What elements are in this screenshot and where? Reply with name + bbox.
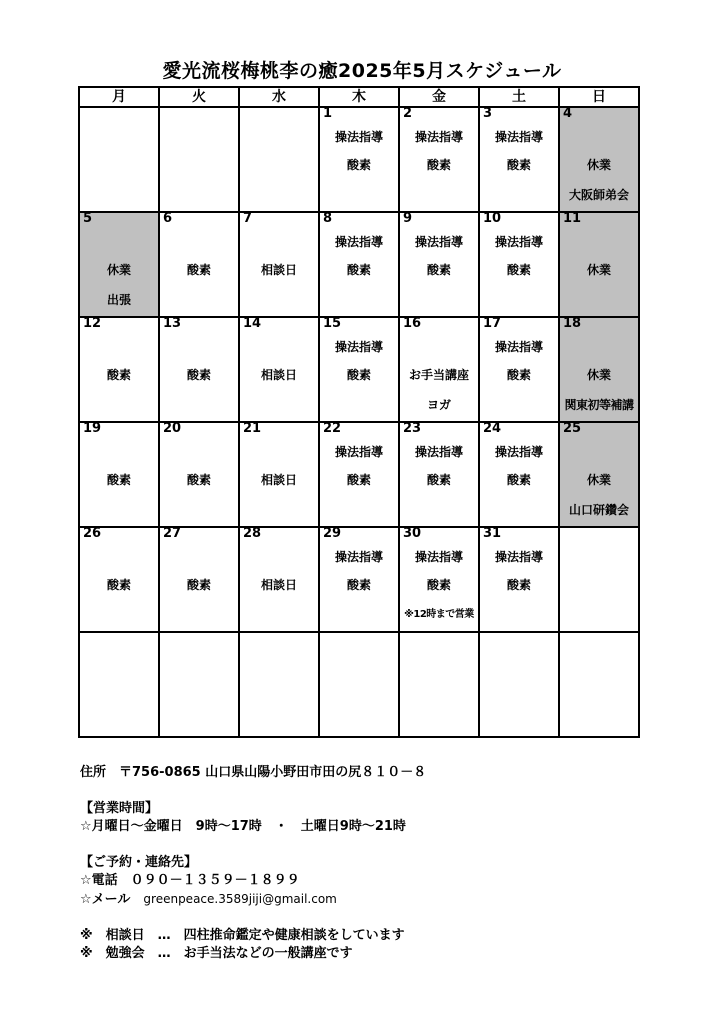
day-cell [239,632,319,737]
day-event-note: 大阪師弟会 [568,188,629,202]
day-event-note: ※12時まで営業 [404,609,474,620]
day-cell [79,632,159,737]
day-cell [79,107,159,212]
weekday-sun: 日 [559,87,639,107]
weekday-sat: 土 [479,87,559,107]
day-cell [159,632,239,737]
day-cell [239,422,319,527]
day-cell [319,527,399,632]
week-row [79,422,639,527]
day-cell [559,422,639,527]
day-cell [479,317,559,422]
day-number: 23 [403,421,422,436]
day-cell [239,527,319,632]
note-study-session: ※ 勉強会 … お手当法などの一般講座です [80,946,353,961]
day-event-main: 酸素 [346,158,371,172]
day-number: 24 [483,421,502,436]
day-event-main: 酸素 [186,473,211,487]
day-number: 9 [403,211,413,226]
day-cell [559,107,639,212]
info-section [80,764,426,963]
day-cell [319,212,399,317]
day-cell [399,632,479,737]
day-event-primary: 操法指導 [334,445,383,459]
day-cell [479,527,559,632]
day-cell [399,212,479,317]
day-event-primary: 操法指導 [414,445,463,459]
day-cell [319,422,399,527]
day-cell [159,422,239,527]
day-event-main: 相談日 [260,473,297,487]
day-event-main: お手当講座 [408,368,469,382]
day-event-main: 酸素 [106,578,131,592]
day-number: 12 [83,316,102,331]
day-event-primary: 操法指導 [334,235,383,249]
day-number: 5 [83,211,93,226]
week-row [79,212,639,317]
address: 住所 〒756-0865 山口県山陽小野田市田の尻８１０－８ [80,765,427,780]
day-event-main: 相談日 [260,263,297,277]
weekday-fri: 金 [399,87,479,107]
day-number: 10 [483,211,502,226]
day-event-primary: 操法指導 [334,550,383,564]
day-cell [79,527,159,632]
day-event-main: 酸素 [426,578,451,592]
day-event-primary: 操法指導 [414,550,463,564]
day-number: 8 [323,211,333,226]
day-cell [79,212,159,317]
calendar-grid [78,86,640,738]
day-cell [479,632,559,737]
day-number: 6 [163,211,173,226]
day-cell [399,527,479,632]
day-number: 19 [83,421,102,436]
day-number: 29 [323,526,342,541]
day-event-primary: 操法指導 [494,445,543,459]
day-event-note: 出張 [106,293,131,307]
business-hours: ☆月曜日～金曜日 9時～17時 ・ 土曜日9時～21時 [80,819,406,834]
day-event-main: 酸素 [506,158,531,172]
day-cell [79,317,159,422]
day-event-main: 酸素 [426,473,451,487]
day-cell [559,527,639,632]
day-cell [79,422,159,527]
day-number: 25 [563,421,582,436]
day-event-main: 酸素 [506,368,531,382]
weekday-thu: 木 [319,87,399,107]
day-event-primary: 操法指導 [494,130,543,144]
day-event-main: 酸素 [186,578,211,592]
day-cell [559,632,639,737]
weekday-header-row [79,87,639,107]
page-title: 愛光流桜梅桃李の癒2025年5月スケジュール [162,60,562,82]
day-cell [319,317,399,422]
day-number: 26 [83,526,102,541]
day-event-main: 酸素 [426,158,451,172]
day-cell [479,107,559,212]
day-number: 4 [563,106,573,121]
day-event-main: 酸素 [106,368,131,382]
day-cell [239,212,319,317]
day-cell [399,107,479,212]
day-number: 13 [163,316,182,331]
day-cell [399,422,479,527]
day-event-main: 酸素 [346,473,371,487]
day-number: 21 [243,421,262,436]
day-event-note: ヨガ [426,398,451,412]
day-number: 31 [483,526,502,541]
day-cell [159,107,239,212]
day-event-main: 酸素 [186,368,211,382]
day-event-primary: 操法指導 [334,340,383,354]
day-event-primary: 操法指導 [494,550,543,564]
day-event-main: 酸素 [106,473,131,487]
day-number: 14 [243,316,262,331]
day-event-main: 休業 [106,263,131,277]
day-event-primary: 操法指導 [494,235,543,249]
day-cell [159,212,239,317]
day-event-main: 酸素 [346,578,371,592]
day-number: 20 [163,421,182,436]
day-cell [479,212,559,317]
day-cell [559,212,639,317]
day-event-note: 関東初等補講 [564,398,634,412]
note-consultation-day: ※ 相談日 … 四柱推命鑑定や健康相談をしています [80,928,405,943]
day-event-primary: 操法指導 [494,340,543,354]
day-number: 17 [483,316,502,331]
day-number: 18 [563,316,582,331]
day-event-main: 酸素 [186,263,211,277]
day-event-primary: 操法指導 [334,130,383,144]
day-event-main: 酸素 [346,368,371,382]
day-event-main: 相談日 [260,578,297,592]
day-event-main: 休業 [586,473,611,487]
hours-heading: 【営業時間】 [80,801,159,816]
day-event-main: 酸素 [346,263,371,277]
day-number: 30 [403,526,422,541]
day-event-main: 休業 [586,158,611,172]
email-address[interactable]: greenpeace.3589jiji@gmail.com [143,892,337,906]
day-number: 3 [483,106,493,121]
day-event-main: 酸素 [426,263,451,277]
day-event-primary: 操法指導 [414,130,463,144]
week-row [79,632,639,737]
day-event-note: 山口研鑽会 [568,503,629,517]
day-event-primary: 操法指導 [414,235,463,249]
day-number: 2 [403,106,413,121]
week-row [79,317,639,422]
day-event-main: 休業 [586,263,611,277]
weekday-tue: 火 [159,87,239,107]
email-label: ☆メール [80,892,144,907]
day-number: 11 [563,211,582,226]
day-number: 28 [243,526,262,541]
day-cell [399,317,479,422]
day-cell [239,317,319,422]
contact-heading: 【ご予約・連絡先】 [80,855,198,870]
day-number: 1 [323,106,333,121]
day-cell [559,317,639,422]
day-cell [319,107,399,212]
phone: ☆電話 ０９０－１３５９－１８９９ [80,873,300,888]
day-event-main: 相談日 [260,368,297,382]
day-event-main: 酸素 [506,263,531,277]
day-number: 15 [323,316,342,331]
day-cell [479,422,559,527]
day-event-main: 酸素 [506,578,531,592]
day-cell [319,632,399,737]
weekday-wed: 水 [239,87,319,107]
week-row [79,527,639,632]
email-line [80,890,426,909]
day-event-main: 酸素 [506,473,531,487]
day-number: 22 [323,421,342,436]
week-row [79,107,639,212]
day-cell [159,527,239,632]
day-number: 16 [403,316,422,331]
day-number: 7 [243,211,253,226]
day-cell [239,107,319,212]
day-number: 27 [163,526,182,541]
day-event-main: 休業 [586,368,611,382]
weekday-mon: 月 [79,87,159,107]
day-cell [159,317,239,422]
